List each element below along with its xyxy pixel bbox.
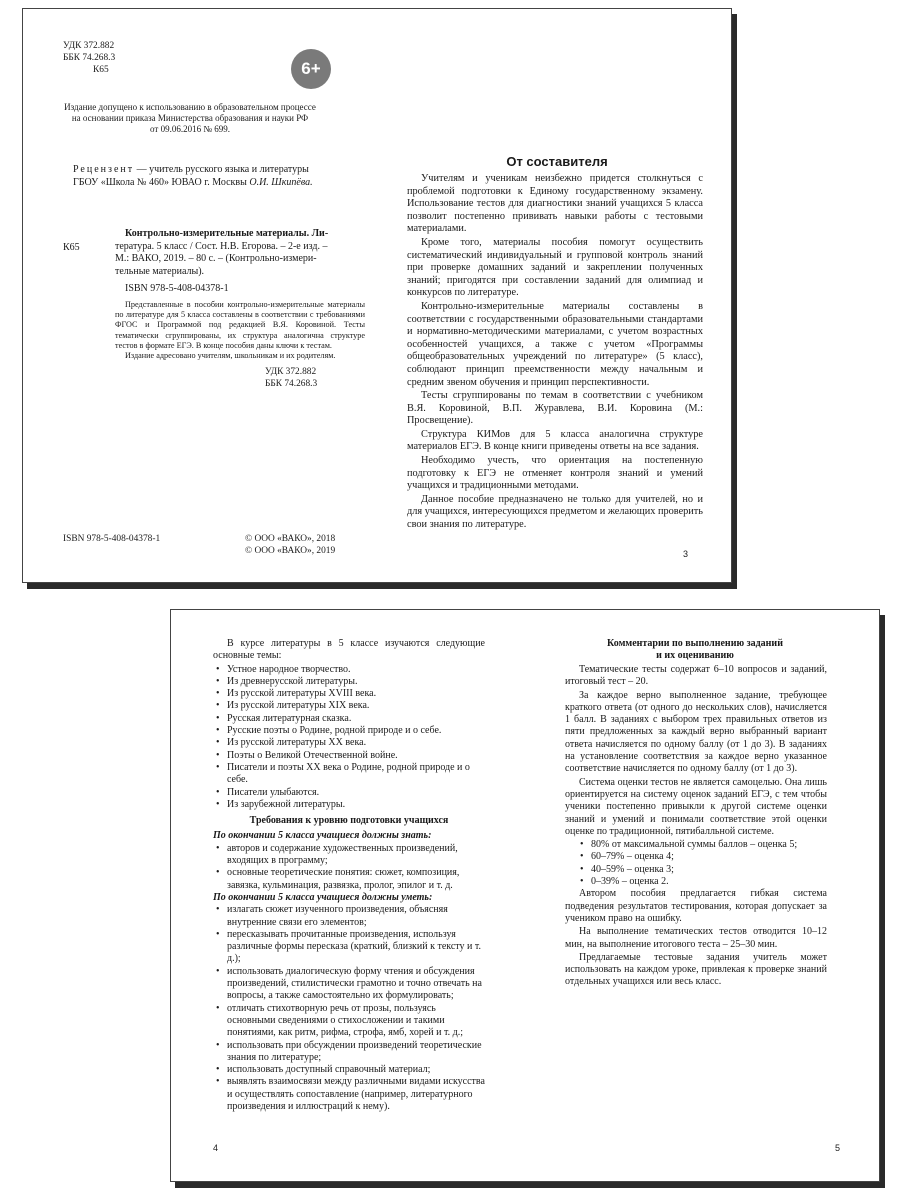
approval-note: [35, 102, 345, 135]
catalog-title: Контрольно-измерительные материалы. Ли-: [125, 228, 329, 239]
list-item: • Из зарубежной литературы.: [213, 799, 485, 811]
list-item: • Из древнерусской литературы.: [213, 676, 485, 688]
topics-intro: В курсе литературы в 5 классе изучаются следующие основные темы:: [213, 638, 485, 662]
list-item: • использовать при обсуждении произведений теоретические знания по литературе;: [213, 1040, 485, 1065]
paragraph: Контрольно-измерительные материалы составлены в соответствии с государственными образовательными стандартами и нормативно-методическими материалами, с учетом возрастных особенностей учащихся, а также с учетом «Программы общеобразовательных учреждений по литературе» (5 класс), соблюдают принцип преемственности между начальным и средним звеном обучения и принцип перспективности.: [407, 300, 703, 388]
paragraph: Необходимо учесть, что ориентация на постепенную подготовку к ЕГЭ не отменяет контроля знаний и умений учащихся и традиционными методами.: [407, 455, 703, 492]
list-item: • использовать доступный справочный материал;: [213, 1064, 485, 1076]
list-item: • использовать диалогическую форму чтения и обсуждения произведений, стилистически грамотно и точно отвечать на вопросы, а также самостоятельно их формулировать;: [213, 966, 485, 1003]
book-spread-top: [22, 8, 732, 583]
grading-heading-line: Комментарии по выполнению заданий: [607, 638, 783, 649]
foreword-heading: От составителя: [506, 154, 608, 169]
list-item: • авторов и содержание художественных произведений, входящих в программу;: [213, 843, 485, 868]
catalog-line: тература. 5 класс / Сост. Н.В. Егорова. – 2-е изд. –: [115, 240, 328, 252]
list-item: • Из русской литературы XVIII века.: [213, 688, 485, 700]
list-item: • Из русской литературы XX века.: [213, 737, 485, 749]
audience-text: Издание адресовано учителям, школьникам и их родителям.: [125, 350, 336, 360]
copyright-block: [245, 534, 335, 558]
paragraph: Структура КИМов для 5 класса аналогична структуре материалов ЕГЭ. В конце книги приведены ответы на все задания.: [407, 428, 703, 453]
reviewer-school: ГБОУ «Школа № 460» ЮВАО г. Москвы: [73, 176, 250, 188]
paragraph: Учителям и ученикам неизбежно придется столкнуться с проблемой подготовки к Единому государственному экзамену. Использование тестов для диагностики знаний учащихся 5 класса позволит постепенно прививать навыки работы с тестовыми материалами.: [407, 173, 703, 235]
paragraph: Данное пособие предназначено не только для учителей, но и для учащихся, интересующихся предметом и желающих проверить свои знания по литературе.: [407, 493, 703, 531]
page-number: 3: [683, 549, 689, 559]
grading-body: [565, 664, 827, 990]
paragraph: Тесты сгруппированы по темам в соответствии с учебником В.Я. Коровиной, В.П. Журавлева, В.И. Коровина (М.: Просвещение).: [407, 390, 703, 427]
k65-side-mark: К65: [63, 242, 80, 253]
grading-heading: [565, 638, 825, 663]
book-spread-bottom: [170, 609, 880, 1182]
bbk-code-repeat: ББК 74.268.3: [265, 378, 318, 389]
grading-page: [565, 610, 845, 1181]
paragraph: Система оценки тестов не является самоцелью. Она лишь ориентируется на систему оценок заданий ЕГЭ, с тем чтобы ученики постепенно привыкли к другой системе оценки знаний и умений и понимали соответствие этой оценки оценке по традиционной, пятибалльной системе.: [565, 776, 827, 837]
grade-item: • 40–59% – оценка 3;: [577, 864, 827, 876]
age-rating-badge: 6+: [291, 49, 331, 89]
page-number: 5: [835, 1143, 841, 1153]
catalog-line: тельные материалы).: [115, 265, 205, 277]
grade-item: • 80% от максимальной суммы баллов – оценка 5;: [577, 839, 827, 851]
udk-bbk-repeat: [115, 367, 365, 391]
list-item: • отличать стихотворную речь от прозы, пользуясь основными сведениями о стихосложении и такими понятиями, как ритм, рифма, строфа, ямб, хорей и т. д.;: [213, 1003, 485, 1040]
copyright-line: © ООО «ВАКО», 2019: [245, 545, 336, 556]
paragraph: За каждое верно выполненное задание, требующее краткого ответа (от одного до нескольких слов), начисляется 1 балл. В заданиях с выбором трех правильных ответов из пяти предложенных за каждый верно выбранный вариант ответа начисляется по одному баллу (от 1 до 3). В заданиях на установление соответствия за каждое верно указанное соответствие начисляется по одному баллу (от 1 до 3).: [565, 689, 827, 775]
topics-page: [171, 610, 525, 1181]
foreword-page: [407, 9, 707, 582]
list-item: • Поэты о Великой Отечественной войне.: [213, 750, 485, 762]
reviewer-label: Рецензент: [73, 164, 135, 175]
list-item: • пересказывать прочитанные произведения, используя различные формы пересказа (краткий, близкий к тексту и т. д.);: [213, 929, 485, 966]
paragraph: Тематические тесты содержат 6–10 вопросов и заданий, итоговый тест – 20.: [565, 664, 827, 688]
grade-item: • 60–79% – оценка 4;: [577, 851, 827, 863]
catalog-line: М.: ВАКО, 2019. – 80 с. – (Контрольно-измери-: [115, 253, 317, 265]
udk-block: [63, 41, 115, 76]
reviewer-block: [73, 164, 363, 189]
list-item: • Устное народное творчество.: [213, 664, 485, 676]
approval-line: от 09.06.2016 № 699.: [150, 124, 230, 134]
abstract-text: Представленные в пособии контрольно-измерительные материалы по литературе для 5 класса составлены в соответствии с требованиями ФГОС и Программой под редакцией В.Я. Коровиной. Тесты тематически сгруппированы, их структура аналогична структуре тестов в формате ЕГЭ. В конце пособия даны ключи к тестам.: [115, 299, 365, 350]
reviewer-name: О.И. Шкипёва.: [249, 176, 313, 188]
list-item: • Русская литературная сказка.: [213, 713, 485, 725]
paragraph: Кроме того, материалы пособия помогут осуществить систематический индивидуальный и групповой контроль знаний при проверке домашних заданий и закреплении полученных знаний; пригодятся при составлении заданий для олимпиад и конкурсов по литературе.: [407, 236, 703, 299]
list-item: • Писатели улыбаются.: [213, 787, 485, 799]
approval-line: Издание допущено к использованию в образовательном процессе: [64, 102, 316, 112]
reviewer-text: — учитель русского языка и литературы: [134, 164, 309, 175]
page-number: 4: [213, 1143, 219, 1153]
topics-list: [213, 664, 485, 812]
list-item: • Русские поэты о Родине, родной природе и о себе.: [213, 725, 485, 737]
list-item: • Из русской литературы XIX века.: [213, 700, 485, 712]
topics-body: [213, 638, 485, 1113]
know-list: [213, 843, 485, 892]
grades-list: [565, 839, 827, 888]
requirements-heading: Требования к уровню подготовки учащихся: [249, 815, 449, 827]
can-heading: По окончании 5 класса учащиеся должны уметь:: [213, 891, 433, 903]
list-item: • Писатели и поэты XX века о Родине, родной природе и о себе.: [213, 762, 485, 787]
know-heading: По окончании 5 класса учащиеся должны знать:: [213, 830, 432, 842]
grading-heading-line: и их оцениванию: [656, 650, 734, 662]
author-mark: К65: [93, 64, 109, 75]
bbk-code: ББК 74.268.3: [63, 52, 116, 63]
approval-line: на основании приказа Министерства образования и науки РФ: [71, 113, 309, 123]
udk-code-repeat: УДК 372.882: [265, 367, 317, 378]
paragraph: Предлагаемые тестовые задания учитель может использовать на каждом уроке, привлекая к проверке знаний отдельных учащихся или весь класс.: [565, 951, 827, 988]
copyright-line: © ООО «ВАКО», 2018: [245, 534, 336, 544]
list-item: • излагать сюжет изученного произведения, объясняя внутренние связи его элементов;: [213, 904, 485, 929]
paragraph: На выполнение тематических тестов отводится 10–12 мин, на выполнение итогового теста – 25–30 мин.: [565, 926, 827, 950]
list-item: • выявлять взаимосвязи между различными видами искусства и осуществлять сопоставление (например, литературного произведения и иллюстраций к нему).: [213, 1076, 485, 1113]
can-list: [213, 904, 485, 1113]
paragraph: Автором пособия предлагается гибкая система подведения результатов тестирования, которая допускает за учеником право на ошибку.: [565, 888, 827, 924]
foreword-body: [407, 173, 703, 533]
isbn-footer: ISBN 978-5-408-04378-1: [63, 534, 161, 544]
udk-code: УДК 372.882: [63, 41, 115, 51]
imprint-page: [23, 9, 377, 582]
grade-item: • 0–39% – оценка 2.: [577, 876, 827, 888]
isbn-main: ISBN 978-5-408-04378-1: [125, 283, 229, 295]
list-item: • основные теоретические понятия: сюжет, композиция, завязка, кульминация, развязка, пролог, эпилог и т. д.: [213, 867, 485, 892]
catalog-card: [115, 228, 365, 391]
